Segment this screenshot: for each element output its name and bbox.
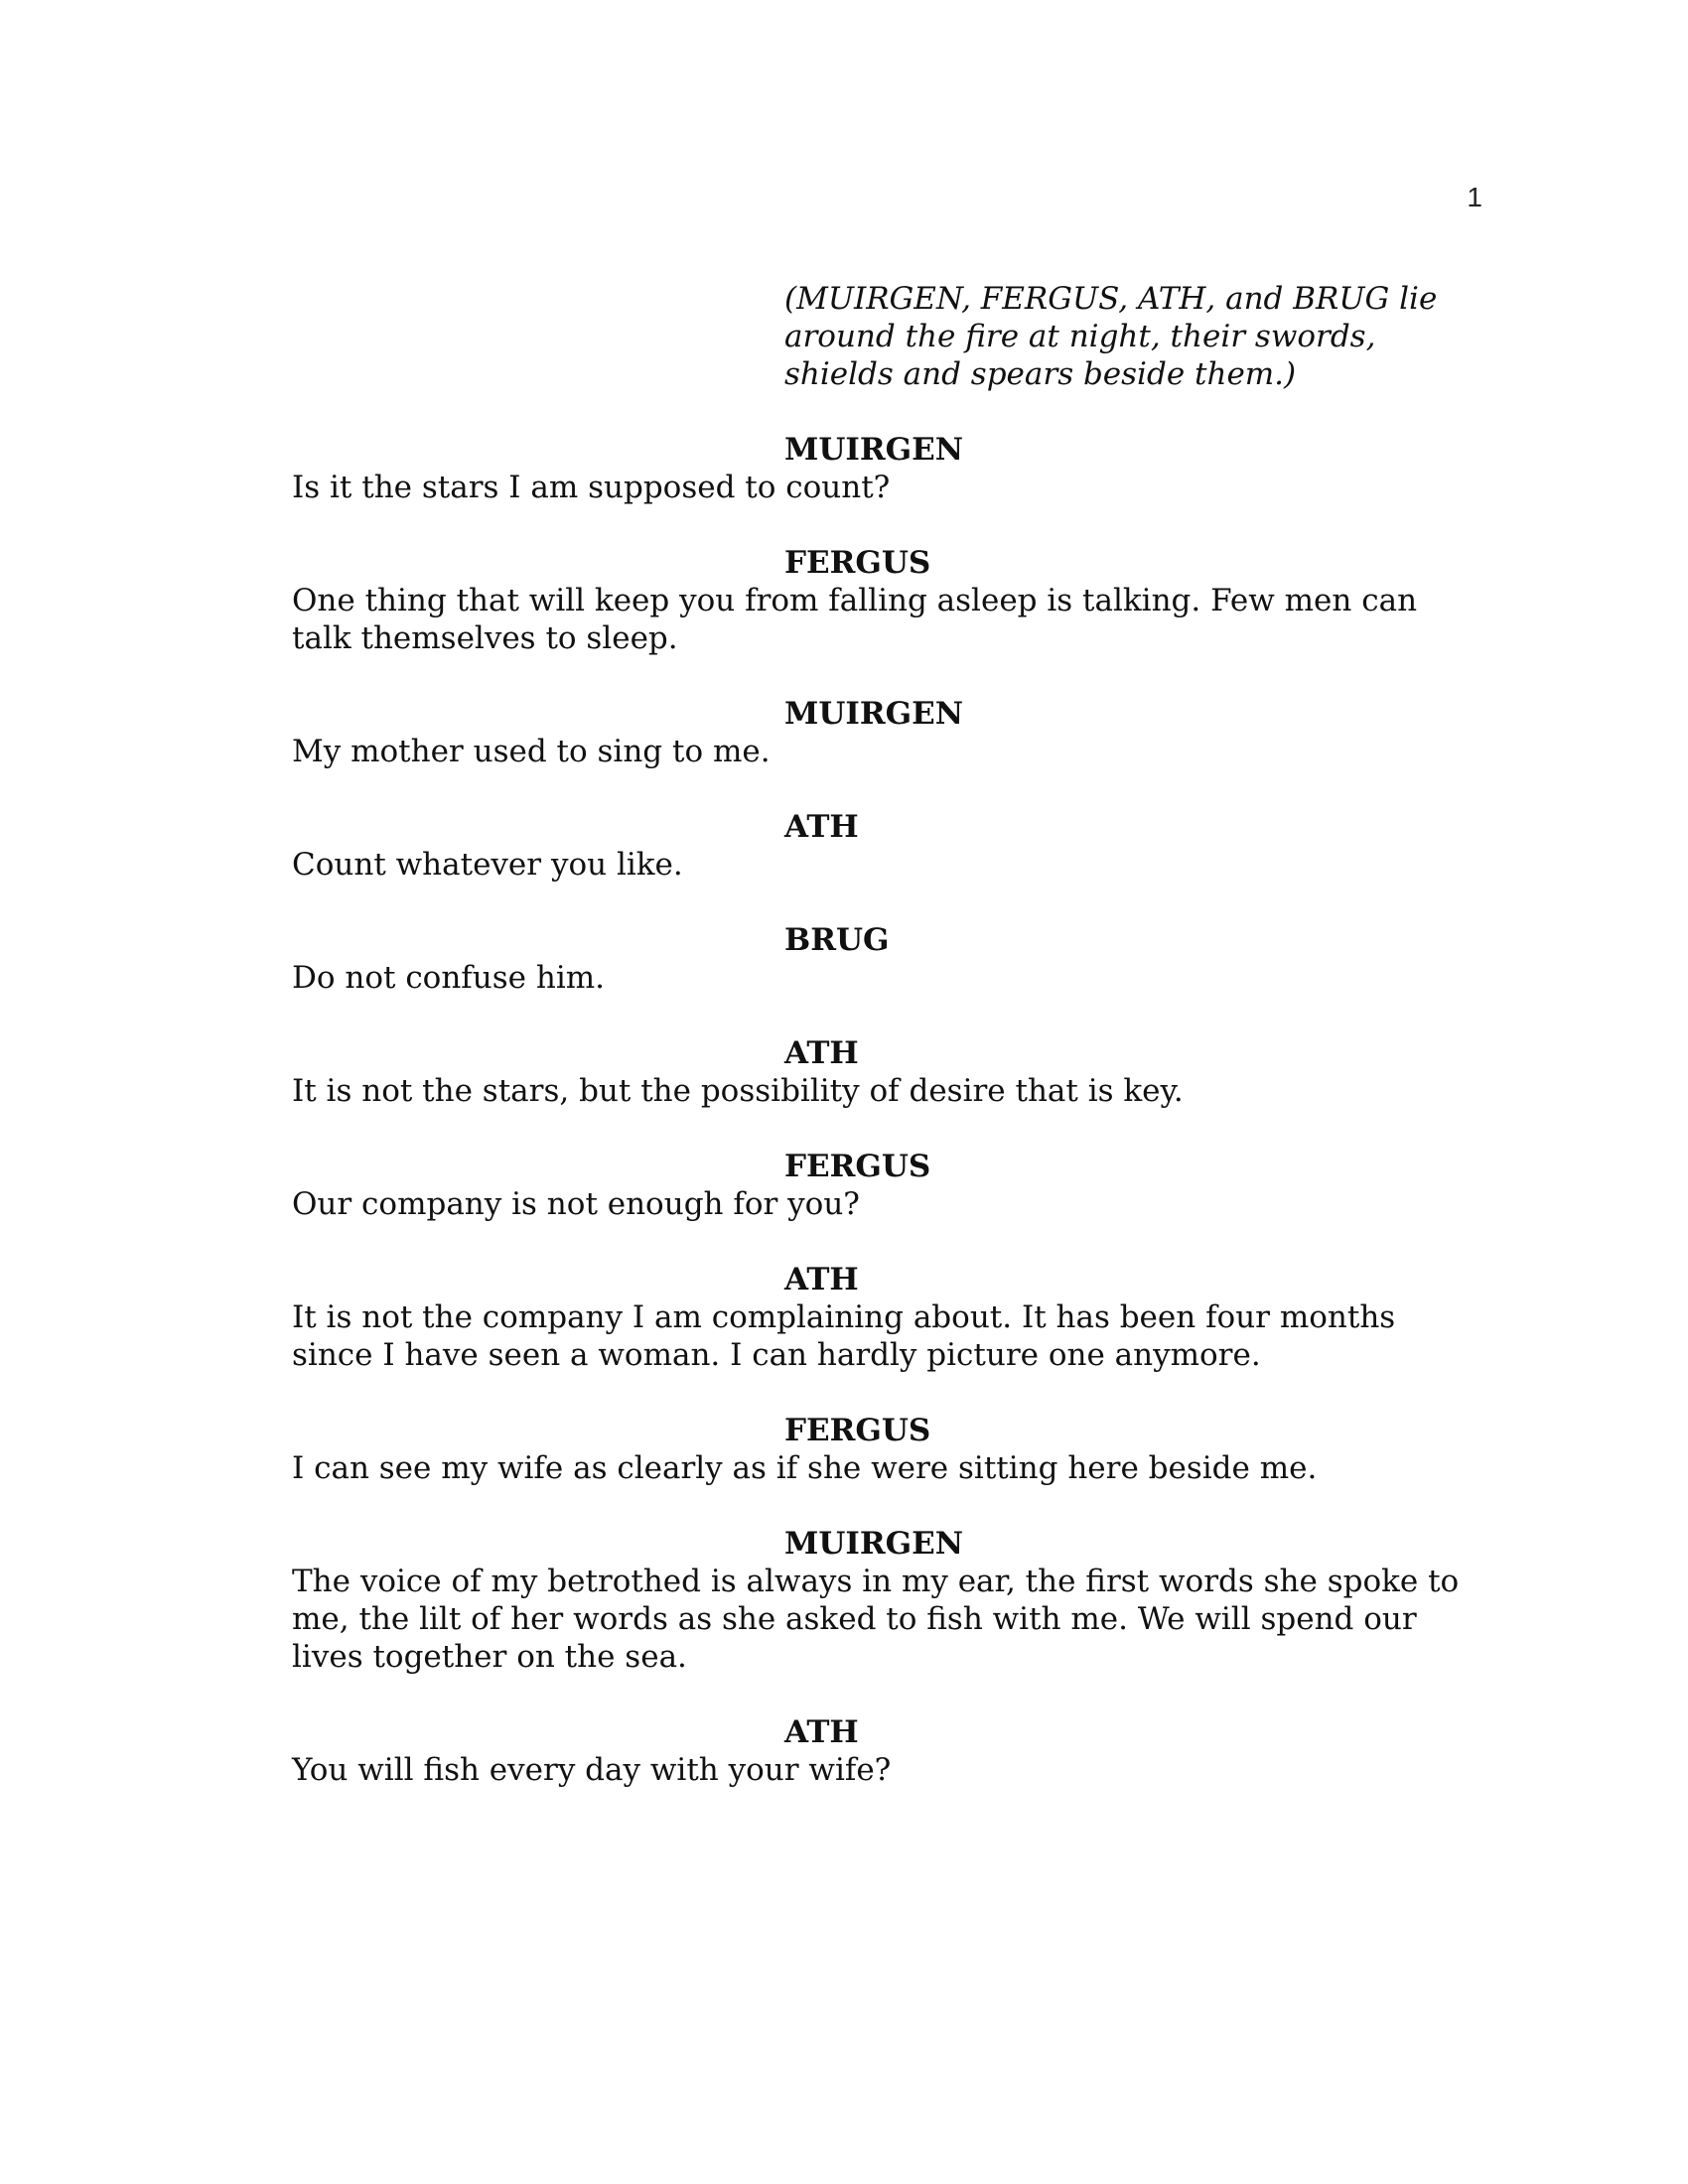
dialogue-line: Is it the stars I am supposed to count? [292, 470, 891, 505]
character-name: FERGUS [784, 1413, 931, 1448]
dialogue-line: You will fish every day with your wife? [292, 1752, 892, 1788]
dialogue-line: One thing that will keep you from falling asleep is talking. Few men can talk themselves to sleep. [292, 583, 1418, 656]
dialogue-line: The voice of my betrothed is always in my ear, the first words she spoke to me, the lilt of her words as she asked to fish with me. We will spend our lives together on the sea. [292, 1564, 1460, 1675]
speech-block [292, 1148, 1483, 1223]
character-name: ATH [784, 809, 859, 845]
character-name: FERGUS [784, 545, 931, 581]
character-name: ATH [784, 1262, 859, 1297]
character-name: MUIRGEN [784, 432, 964, 468]
dialogue-line: Our company is not enough for you? [292, 1186, 860, 1222]
dialogue-line: Count whatever you like. [292, 847, 683, 883]
dialogue-line: It is not the company I am complaining about. It has been four months since I have seen a woman. I can hardly picture one anymore. [292, 1299, 1396, 1373]
character-name: ATH [784, 1035, 859, 1071]
character-name: MUIRGEN [784, 696, 964, 732]
speech-block [292, 1525, 1483, 1676]
speech-block [292, 1713, 1483, 1789]
speech-block [292, 431, 1483, 506]
dialogue-line: It is not the stars, but the possibility of desire that is key. [292, 1073, 1184, 1109]
dialogue-line: I can see my wife as clearly as if she were sitting here beside me. [292, 1450, 1318, 1486]
character-name: MUIRGEN [784, 1526, 964, 1562]
stage-direction: (MUIRGEN, FERGUS, ATH, and BRUG lie around the fire at night, their swords, shields and spears beside them.) [784, 281, 1438, 392]
speech-block [292, 1412, 1483, 1487]
speech-block [292, 808, 1483, 884]
speech-block [292, 544, 1483, 657]
dialogue-line: My mother used to sing to me. [292, 734, 771, 769]
character-name: FERGUS [784, 1149, 931, 1184]
speech-block [292, 1034, 1483, 1110]
page-number: 1 [1467, 182, 1482, 212]
script-body [292, 280, 1483, 1827]
speech-block [292, 695, 1483, 770]
speech-block [292, 921, 1483, 997]
speech-block [292, 1261, 1483, 1374]
character-name: ATH [784, 1714, 859, 1750]
character-name: BRUG [784, 922, 890, 958]
dialogue-line: Do not confuse him. [292, 960, 605, 996]
